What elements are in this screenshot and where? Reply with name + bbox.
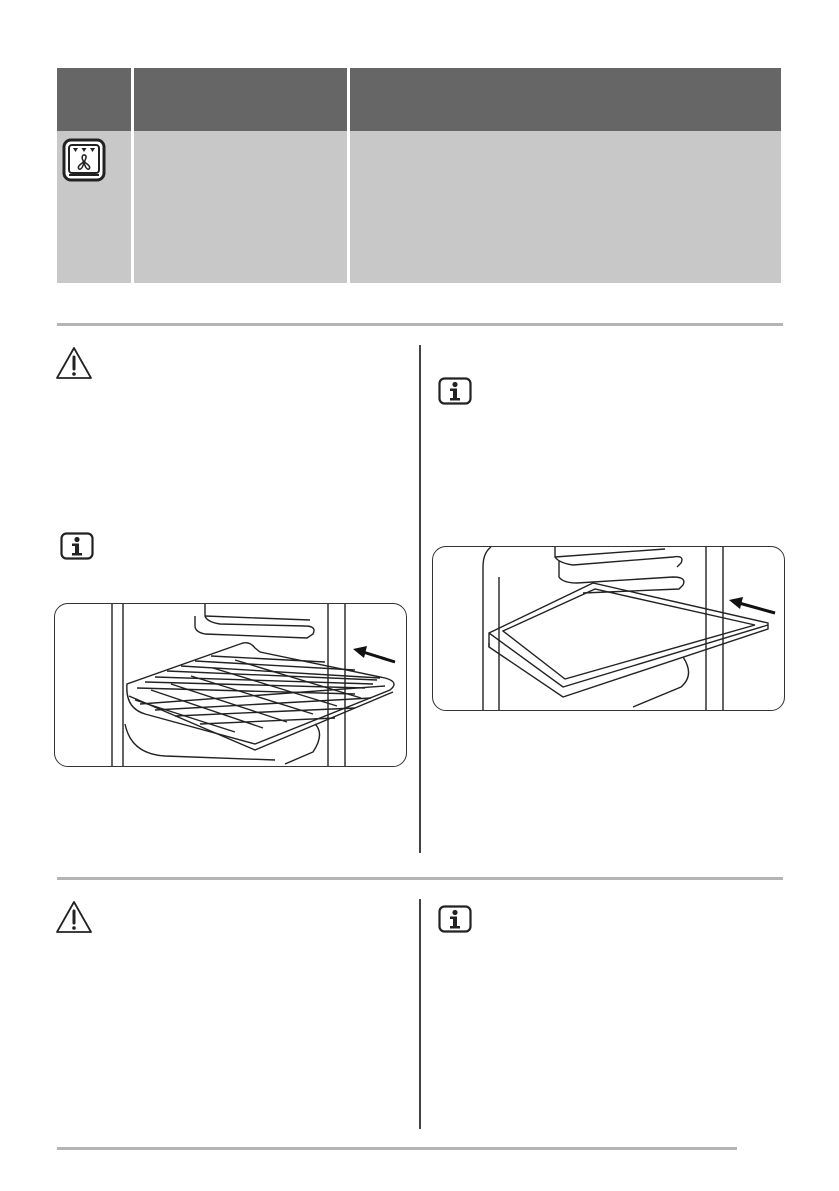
column-divider — [419, 899, 421, 1129]
section-rule — [57, 323, 783, 326]
wire-shelf-insertion-illustration — [54, 603, 407, 767]
info-icon — [438, 905, 472, 933]
baking-tray-insertion-illustration — [432, 546, 785, 711]
section-rule — [57, 877, 783, 880]
warning-triangle-icon — [55, 900, 93, 934]
table-column-separator — [131, 68, 134, 283]
info-icon — [60, 532, 94, 560]
warning-triangle-icon — [55, 346, 93, 380]
table-column-separator — [347, 68, 350, 283]
column-divider — [419, 345, 421, 853]
fan-heating-icon — [62, 138, 106, 182]
table-header-row — [57, 68, 781, 131]
table-row — [57, 131, 781, 283]
info-icon — [438, 377, 472, 405]
page-footer-rule — [57, 1147, 737, 1150]
